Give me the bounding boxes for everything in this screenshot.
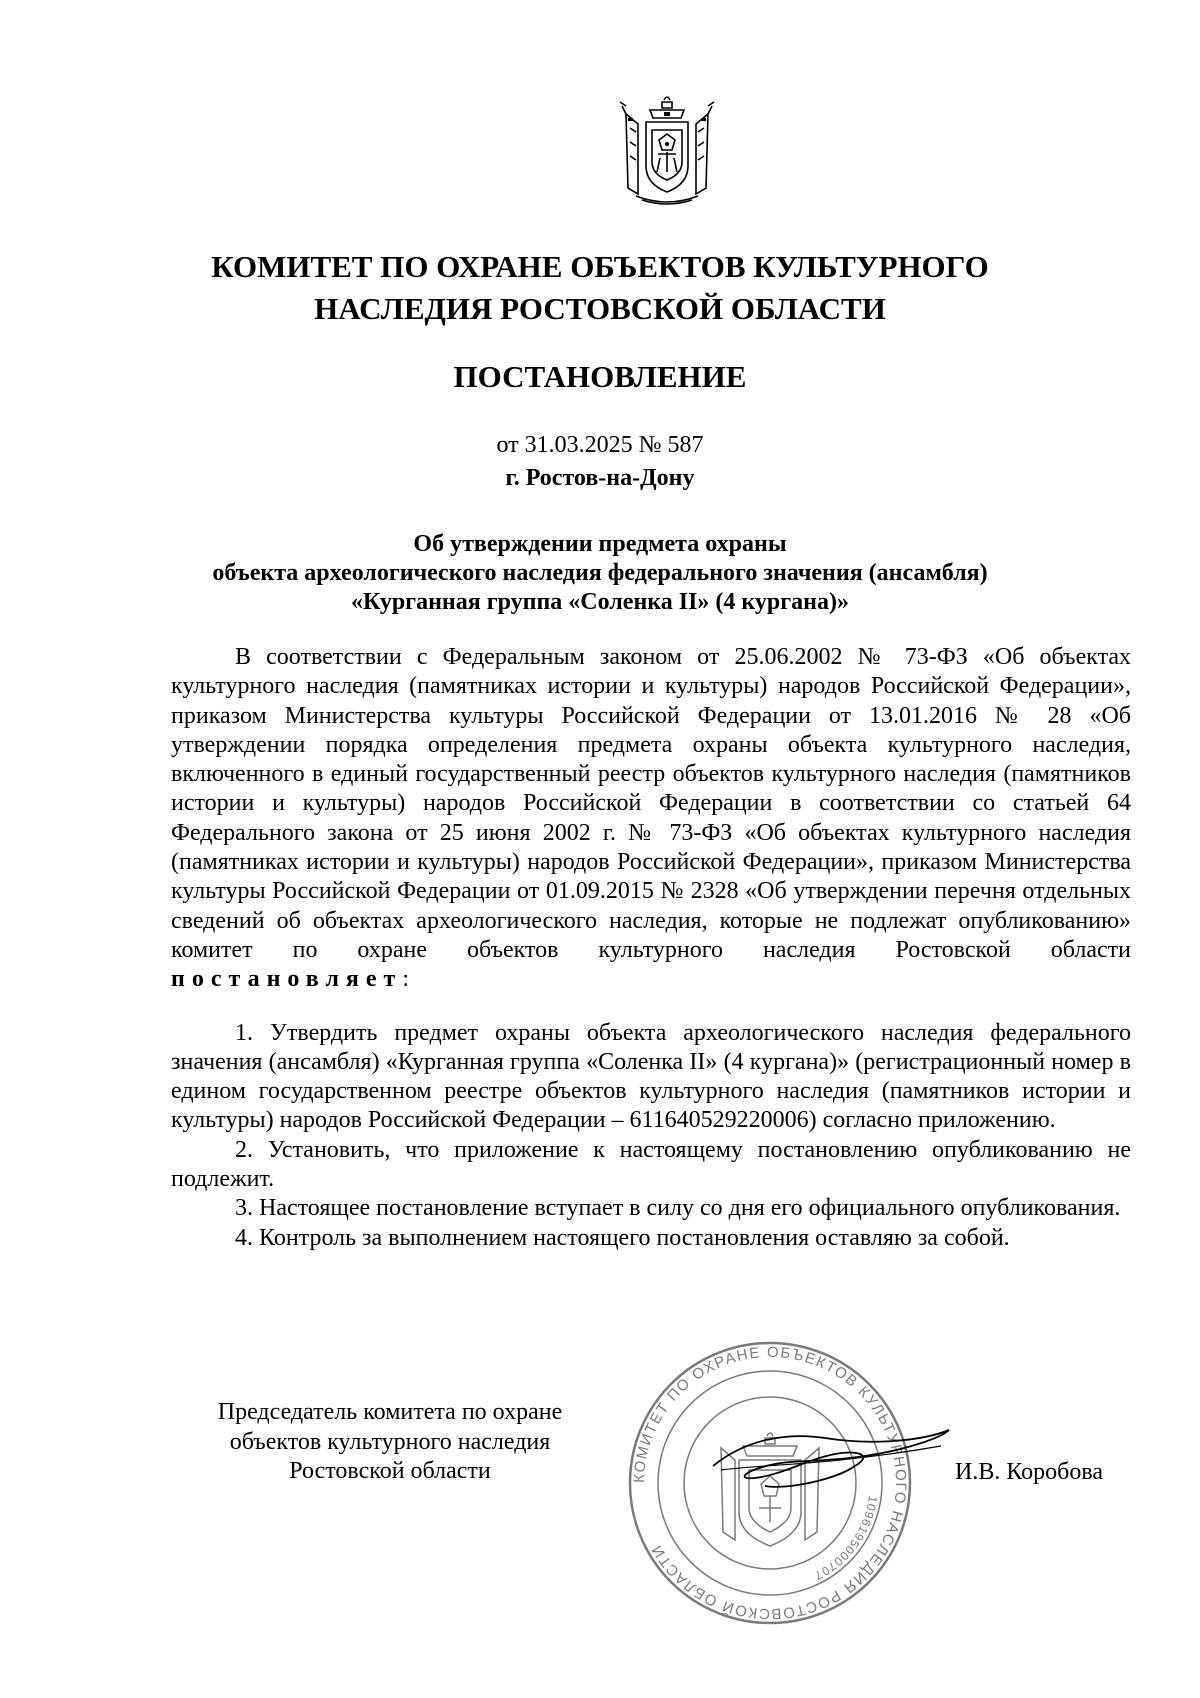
- signer-position-line1: Председатель комитета по охране: [217, 1399, 563, 1425]
- signer-name: И.В. Коробова: [955, 1459, 1104, 1485]
- organization-title: [100, 246, 1100, 330]
- document-type: ПОСТАНОВЛЕНИЕ: [453, 359, 747, 394]
- subject-line2: объекта археологического наследия федерального значения (ансамбля): [212, 560, 988, 586]
- decree-word: постановляет: [171, 966, 403, 993]
- list-item: 3. Настоящее постановление вступает в силу со дня его официального опубликования.: [235, 1195, 1121, 1222]
- preamble-text: В соответствии с Федеральным законом от 25.06.2002 № 73-ФЗ «Об объектах культурного наследия (памятниках истории и культуры) народов Российской Федерации», приказом Министерства культуры Российской Федерации от 13.01.2016 № 28 «Об утверждении порядка определения предмета охраны объекта культурного наследия, включенного в единый государственный реестр объектов культурного наследия (памятников истории и культуры) народов Российской Федерации в соответствии со статьей 64 Федерального закона от 25 июня 2002 г. № 73-ФЗ «Об объектах культурного наследия (памятниках истории и культуры) народов Российской Федерации», приказом Министерства культуры Российской Федерации от 01.09.2015 № 2328 «Об утверждении перечня отдельных сведений об объектах археологического наследия, которые не подлежат опубликованию» комитет по охране объектов культурного наследия Ростовской области: [171, 644, 1131, 963]
- signer-position-line2: объектов культурного наследия: [229, 1428, 551, 1455]
- seal-outer-text: КОМИТЕТ ПО ОХРАНЕ ОБЪЕКТОВ КУЛЬТУРНОГО НАСЛЕДИЯ РОСТОВСКОЙ ОБЛАСТИ: [630, 1343, 910, 1623]
- document-subject: [150, 530, 1050, 617]
- list-item: 2. Установить, что приложение к настоящему постановлению опубликованию не подлежит.: [171, 1136, 1131, 1193]
- preamble-colon: :: [402, 966, 409, 993]
- subject-line1: Об утверждении предмета охраны: [413, 531, 787, 557]
- seal-number-text: 1096195000707: [811, 1495, 881, 1584]
- organization-title-line1: КОМИТЕТ ПО ОХРАНЕ ОБЪЕКТОВ КУЛЬТУРНОГО: [211, 249, 989, 284]
- list-item: 4. Контроль за выполнением настоящего постановления оставляю за собой.: [235, 1224, 1010, 1251]
- document-city: г. Ростов-на-Дону: [505, 465, 695, 491]
- preamble-paragraph: [171, 643, 1131, 995]
- document-date-number: от 31.03.2025 № 587: [496, 432, 704, 458]
- subject-line3: «Курганная группа «Соленка II» (4 кургана)»: [351, 589, 849, 615]
- signer-position: [170, 1398, 610, 1487]
- handwritten-signature: [705, 1420, 955, 1500]
- list-item: 1. Утвердить предмет охраны объекта археологического наследия федерального значения (ансамбля) «Курганная группа «Соленка II» (4 кургана)» (регистрационный номер в едином государственном реестре объектов культурного наследия (памятников истории и культуры) народов Российской Федерации – 611640529220006) согласно приложению.: [171, 1019, 1131, 1134]
- organization-title-line2: НАСЛЕДИЯ РОСТОВСКОЙ ОБЛАСТИ: [314, 291, 886, 326]
- signer-position-line3: Ростовской области: [289, 1458, 491, 1484]
- document-body: [171, 643, 1131, 1253]
- coat-of-arms-emblem: [612, 92, 722, 212]
